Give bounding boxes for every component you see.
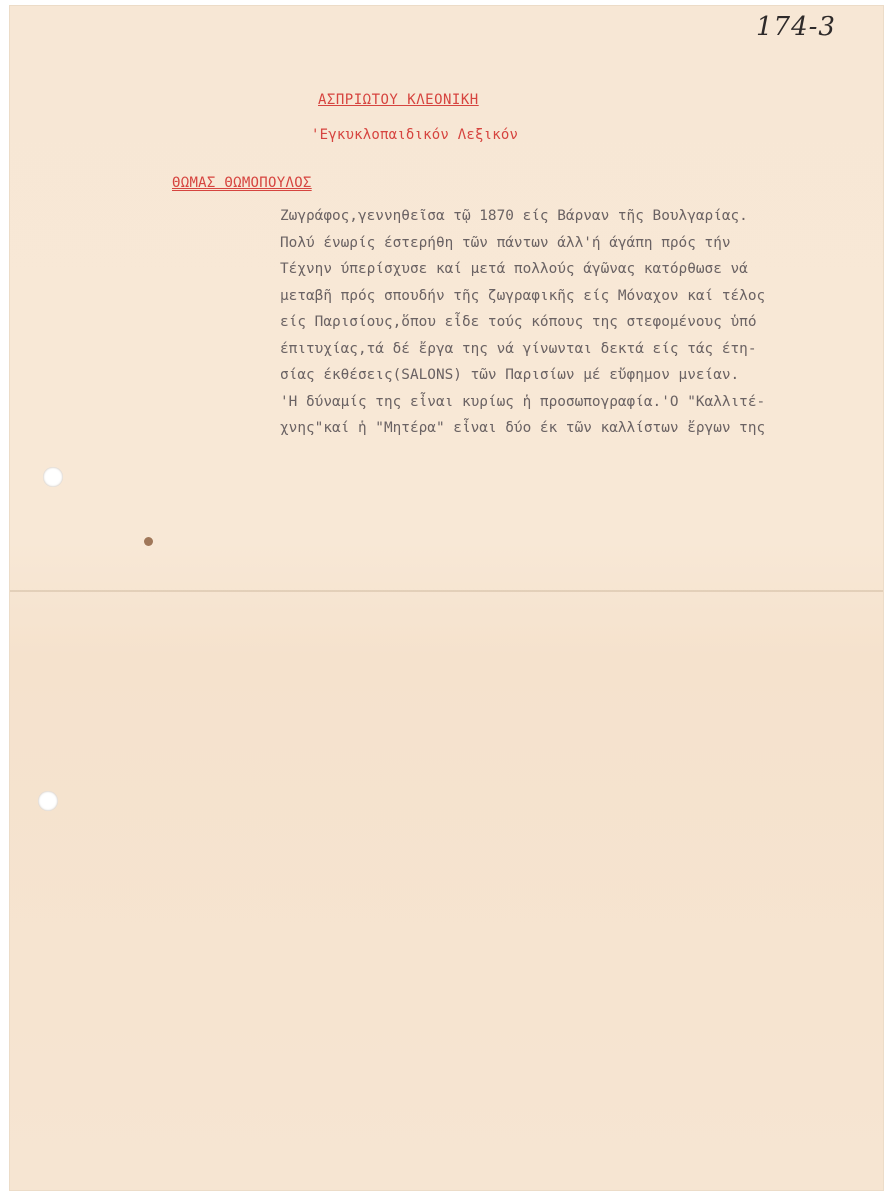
paper-fold-line bbox=[10, 590, 883, 592]
punch-hole-bottom bbox=[38, 791, 58, 811]
body-line: έπιτυχίας,τά δέ ἔργα της νά γίνωνται δεκτά είς τάς έτη- bbox=[280, 340, 757, 357]
entry-title: ΘΩΜΑΣ ΘΩΜΟΠΟΥΛΟΣ bbox=[172, 175, 312, 191]
body-line: Πολύ ένωρίς έστερήθη τῶν πάντων άλλ'ή άγάπη πρός τήν bbox=[280, 234, 731, 251]
author-line: ΑΣΠΡΙΩΤΟΥ ΚΛΕΟΝΙΚΗ bbox=[318, 92, 479, 108]
body-line: χνης"καί ἡ "Μητέρα" εἶναι δύο έκ τῶν καλλίστων ἔργων της bbox=[280, 420, 766, 436]
body-line: είς Παρισίους,ὅπου εἶδε τούς κόπους της στεφομένους ὑπό bbox=[280, 314, 757, 330]
body-line: 'Η δύναμίς της εἶναι κυρίως ἡ προσωπογραφία.'Ο "Καλλιτέ- bbox=[280, 393, 766, 410]
body-line: Τέχνην ύπερίσχυσε καί μετά πολλούς άγῶνας κατόρθωσε νά bbox=[280, 261, 748, 277]
source-line: 'Εγκυκλοπαιδικόν Λεξικόν bbox=[311, 127, 519, 143]
punch-hole-top bbox=[43, 467, 63, 487]
body-line: μεταβῆ πρός σπουδήν τῆς ζωγραφικῆς είς Μόναχον καί τέλος bbox=[280, 287, 766, 304]
body-line: σίας έκθέσεις(SALONS) τῶν Παρισίων μέ εὔφημον μνείαν. bbox=[280, 367, 740, 383]
body-line: Ζωγράφος,γεννηθεῖσα τῷ 1870 είς Βάρναν τῆς Βουλγαρίας. bbox=[280, 208, 748, 224]
reference-number: 174-3 bbox=[756, 12, 836, 42]
paper-sheet bbox=[10, 6, 883, 1190]
entry-body bbox=[280, 203, 880, 442]
ink-stain bbox=[144, 537, 153, 546]
